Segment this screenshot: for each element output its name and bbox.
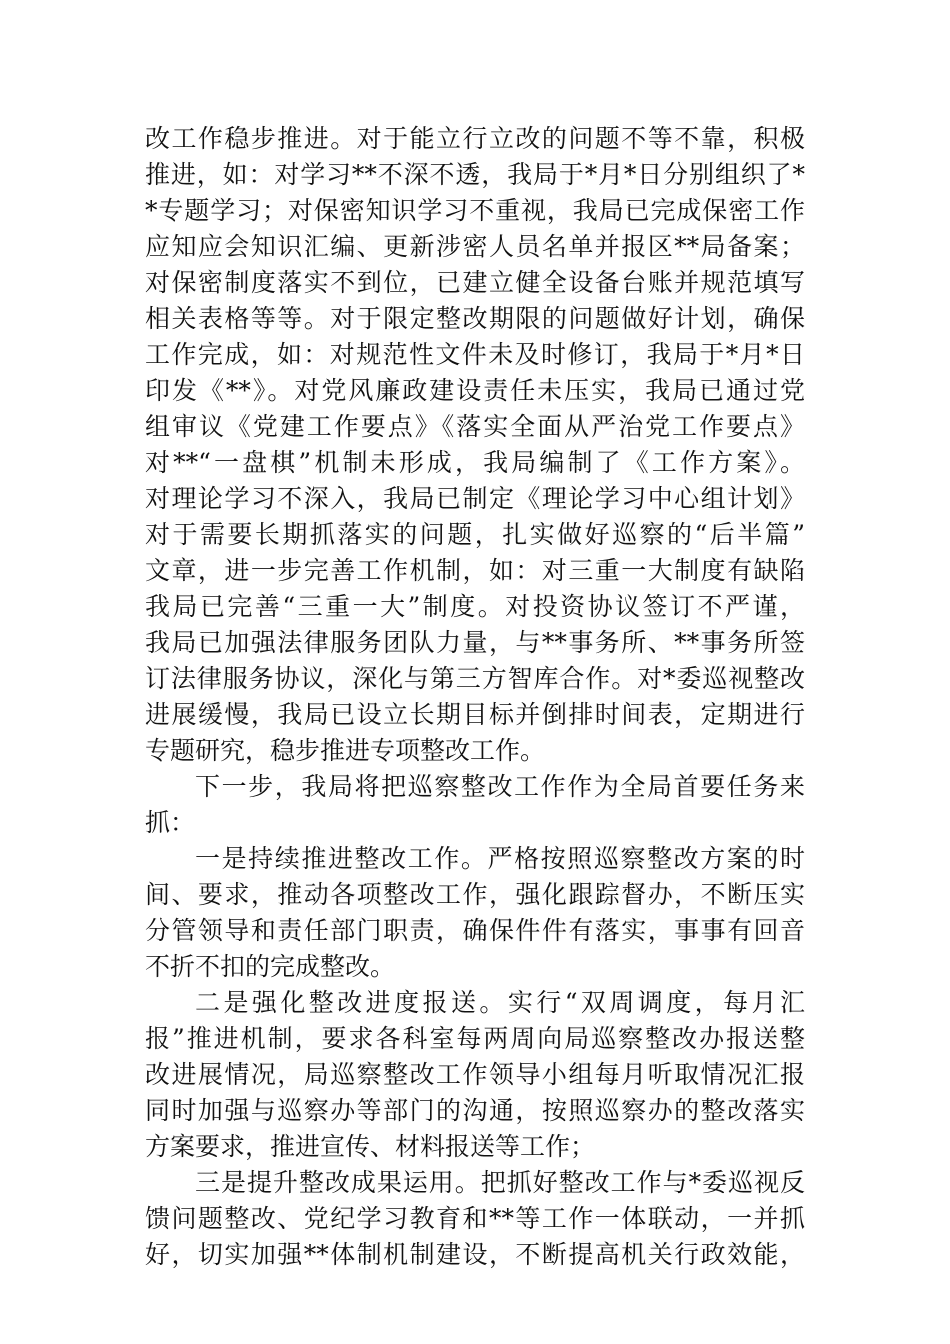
text-line: 好，切实加强**体制机制建设，不断提高机关行政效能， [145, 1240, 805, 1269]
text-line: 报”推进机制，要求各科室每两周向局巡察整改办报送整 [145, 1024, 805, 1053]
text-line: 抓： [145, 808, 196, 837]
text-line: 不折不扣的完成整改。 [145, 952, 396, 981]
text-line: 进展缓慢，我局已设立长期目标并倒排时间表，定期进行 [145, 700, 805, 729]
text-line: 一是持续推进整改工作。严格按照巡察整改方案的时 [195, 844, 805, 873]
text-line: *专题学习；对保密知识学习不重视，我局已完成保密工作 [145, 196, 805, 225]
text-line: 应知应会知识汇编、更新涉密人员名单并报区**局备案； [145, 232, 805, 261]
text-line: 同时加强与巡察办等部门的沟通，按照巡察办的整改落实 [145, 1096, 805, 1125]
text-line: 组审议《党建工作要点》《落实全面从严治党工作要点》 [145, 412, 805, 441]
text-line: 我局已完善“三重一大”制度。对投资协议签订不严谨， [145, 592, 805, 621]
text-line: 方案要求，推进宣传、材料报送等工作； [145, 1132, 596, 1161]
text-line: 对保密制度落实不到位，已建立健全设备台账并规范填写 [145, 268, 805, 297]
text-line: 改进展情况，局巡察整改工作领导小组每月听取情况汇报 [145, 1060, 805, 1089]
text-line: 间、要求，推动各项整改工作，强化跟踪督办，不断压实 [145, 880, 805, 909]
text-line: 订法律服务协议，深化与第三方智库合作。对*委巡视整改 [145, 664, 805, 693]
text-line: 对理论学习不深入，我局已制定《理论学习中心组计划》 [145, 484, 805, 513]
text-line: 三是提升整改成果运用。把抓好整改工作与*委巡视反 [195, 1168, 805, 1197]
text-line: 我局已加强法律服务团队力量，与**事务所、**事务所签 [145, 628, 805, 657]
text-line: 对于需要长期抓落实的问题，扎实做好巡察的“后半篇” [145, 520, 805, 549]
text-line: 改工作稳步推进。对于能立行立改的问题不等不靠，积极 [145, 124, 805, 153]
text-line: 下一步，我局将把巡察整改工作作为全局首要任务来 [195, 772, 805, 801]
text-line: 馈问题整改、党纪学习教育和**等工作一体联动，一并抓 [145, 1204, 805, 1233]
text-line: 分管领导和责任部门职责，确保件件有落实，事事有回音 [145, 916, 805, 945]
text-line: 对**“一盘棋”机制未形成，我局编制了《工作方案》。 [145, 448, 805, 477]
text-line: 推进，如：对学习**不深不透，我局于*月*日分别组织了* [145, 160, 805, 189]
text-line: 印发《**》。对党风廉政建设责任未压实，我局已通过党 [145, 376, 805, 405]
text-line: 专题研究，稳步推进专项整改工作。 [145, 736, 546, 765]
text-line: 二是强化整改进度报送。实行“双周调度，每月汇 [195, 988, 805, 1017]
text-line: 工作完成，如：对规范性文件未及时修订，我局于*月*日 [145, 340, 805, 369]
text-line: 相关表格等等。对于限定整改期限的问题做好计划，确保 [145, 304, 805, 333]
text-line: 文章，进一步完善工作机制，如：对三重一大制度有缺陷 [145, 556, 805, 585]
